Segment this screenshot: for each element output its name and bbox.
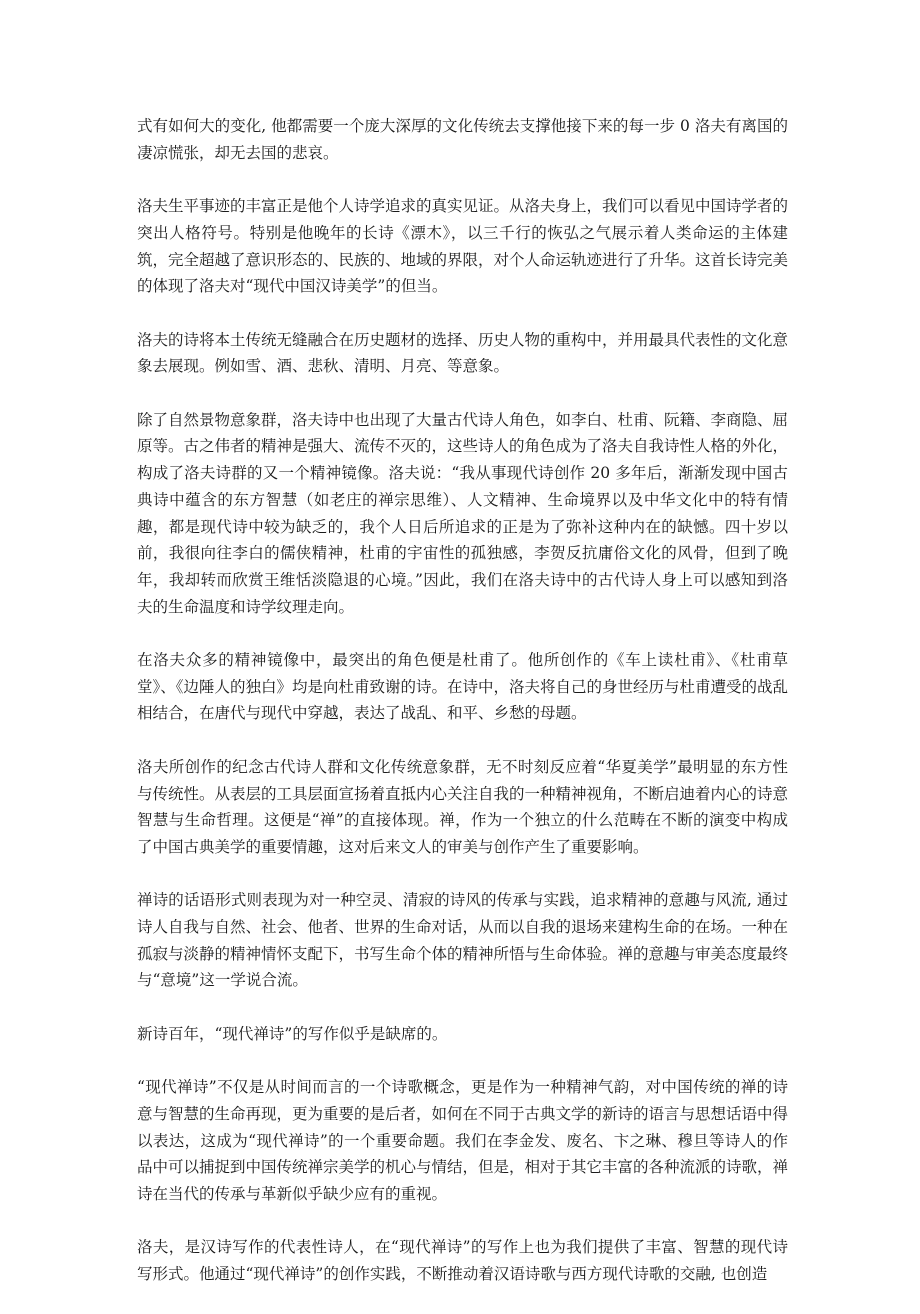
paragraph-8: 新诗百年，“现代禅诗”的写作似乎是缺席的。	[137, 1024, 448, 1043]
paragraph-9: “现代禅诗”不仅是从时间而言的一个诗歌概念，更是作为一种精神气韵，对中国传统的禅的诗意与智慧的生命再现，更为重要的是后者，如何在不同于古典文学的新诗的语言与思想话语中得以表达，这成为“现代禅诗”的一个重要命题。我们在李金发、废名、卞之琳、穆旦等诗人的作品中可以捕捉到中国传统禅宗美学的机心与情结，但是，相对于其它丰富的各种流派的诗歌，禅诗在当代的传承与革新似乎缺少应有的重视。	[137, 1078, 789, 1203]
paragraph-3: 洛夫的诗将本土传统无缝融合在历史题材的选择、历史人物的重构中，并用最具代表性的文化意象去展现。例如雪、酒、悲秋、清明、月亮、等意象。	[137, 330, 789, 376]
paragraph-10: 洛夫，是汉诗写作的代表性诗人，在“现代禅诗”的写作上也为我们提供了丰富、智慧的现代诗写形式。他通过“现代禅诗”的创作实践，不断推动着汉语诗歌与西方现代诗歌的交融, 也创造	[137, 1238, 788, 1284]
document-body	[137, 113, 788, 1314]
paragraph-1: 式有如何大的变化, 他都需要一个庞大深厚的文化传统去支撑他接下来的每一步 0 洛夫有离国的凄凉慌张，却无去国的悲哀。	[137, 117, 788, 162]
paragraph-2: 洛夫生平事迹的丰富正是他个人诗学追求的真实见证。从洛夫身上，我们可以看见中国诗学者的突出人格符号。特别是他晚年的长诗《漂木》，以三千行的恢弘之气展示着人类命运的主体建筑，完全超越了意识形态的、民族的、地域的界限，对个人命运轨迹进行了升华。这首长诗完美的体现了洛夫对“现代中国汉诗美学”的但当。	[137, 197, 789, 296]
paragraph-5: 在洛夫众多的精神镜像中，最突出的角色便是杜甫了。他所创作的《车上读杜甫》、《杜甫草堂》、《边陲人的独白》均是向杜甫致谢的诗。在诗中，洛夫将自己的身世经历与杜甫遭受的战乱相结合，在唐代与现代中穿越，表达了战乱、和平、乡愁的母题。	[137, 651, 789, 723]
paragraph-6: 洛夫所创作的纪念古代诗人群和文化传统意象群，无不时刻反应着“华夏美学”最明显的东方性与传统性。从表层的工具层面宣扬着直抵内心关注自我的一种精神视角，不断启迪着内心的诗意智慧与生命哲理。这便是“禅”的直接体现。禅，作为一个独立的什么范畴在不断的演变中构成了中国古典美学的重要情趣，这对后来文人的审美与创作产生了重要影响。	[137, 757, 789, 856]
paragraph-4: 除了自然景物意象群，洛夫诗中也出现了大量古代诗人角色，如李白、杜甫、阮籍、李商隐、屈原等。古之伟者的精神是强大、流传不灭的，这些诗人的角色成为了洛夫自我诗性人格的外化，构成了洛夫诗群的又一个精神镜像。洛夫说：“我从事现代诗创作 20 多年后，渐渐发现中国古典诗中蕴含的东方智慧（如老庄的禅宗思维）、人文精神、生命境界以及中华文化中的特有情趣，都是现代诗中较为缺乏的，我个人日后所追求的正是为了弥补这种内在的缺憾。四十岁以前，我很向往李白的儒侠精神，杜甫的宇宙性的孤独感，李贺反抗庸俗文化的风骨，但到了晚年，我却转而欣赏王维恬淡隐退的心境。”因此，我们在洛夫诗中的古代诗人身上可以感知到洛夫的生命温度和诗学纹理走向。	[137, 410, 789, 616]
paragraph-7: 禅诗的话语形式则表现为对一种空灵、清寂的诗风的传承与实践，追求精神的意趣与风流, 通过诗人自我与自然、社会、他者、世界的生命对话，从而以自我的退场来建构生命的在场。一种在孤寂与淡静的精神情怀支配下，书写生命个体的精神所悟与生命体验。禅的意趣与审美态度最终与“意境”这一学说合流。	[137, 891, 789, 990]
